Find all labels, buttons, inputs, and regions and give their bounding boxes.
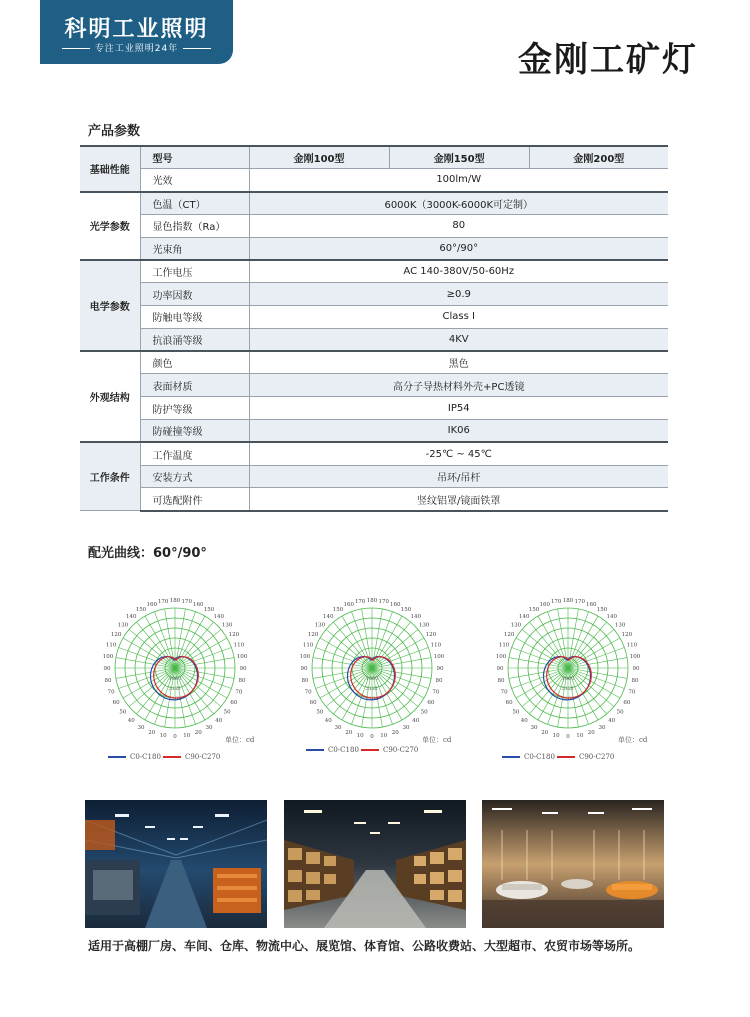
legend-swatch xyxy=(557,756,575,758)
angle-tick-label: 140 xyxy=(410,613,421,620)
angle-tick-label: 130 xyxy=(221,622,233,629)
brand-name: 科明工业照明 xyxy=(64,17,209,42)
angle-tick-label: 170 xyxy=(354,599,366,606)
legend-label: C0-C180 xyxy=(328,746,359,754)
curve-section-title: 配光曲线：60°/90° xyxy=(88,546,207,561)
param-value: 竖纹铝罩/镜面铁罩 xyxy=(249,488,668,511)
angle-tick-label: 170 xyxy=(181,599,193,606)
table-row xyxy=(80,374,668,397)
angle-tick-label: 150 xyxy=(332,607,344,614)
angle-tick-label: 60 xyxy=(112,700,120,706)
angle-tick-label: 40 xyxy=(127,718,135,725)
param-label: 安装方式 xyxy=(140,465,249,488)
angle-tick-label: 80 xyxy=(301,677,309,684)
angle-tick-label: 130 xyxy=(418,622,430,629)
angle-tick-label: 50 xyxy=(316,709,324,716)
angle-tick-label: 30 xyxy=(137,724,145,731)
angle-tick-label: 20 xyxy=(587,729,595,736)
table-row xyxy=(80,169,668,192)
param-value: 高分子导热材料外壳+PC透镜 xyxy=(249,374,668,397)
angle-tick-label: 70 xyxy=(304,689,312,696)
angle-tick-label: 120 xyxy=(503,632,515,638)
param-value: -25℃ ~ 45℃ xyxy=(249,442,668,465)
unit-label: 单位：cd xyxy=(618,736,648,744)
angle-tick-label: 170 xyxy=(157,599,169,606)
unit-label: 单位：cd xyxy=(225,736,255,744)
param-value: 6000K（3000K-6000K可定制） xyxy=(249,192,668,215)
angle-tick-label: 120 xyxy=(228,632,240,638)
angle-tick-label: 130 xyxy=(314,622,326,629)
angle-tick-label: 50 xyxy=(223,709,231,716)
legend-c90 xyxy=(163,753,220,761)
angle-tick-label: 70 xyxy=(628,689,636,696)
legend-swatch xyxy=(502,756,520,758)
intensity-label: 3182 xyxy=(561,696,575,702)
table-row xyxy=(80,465,668,488)
intensity-label: 2121 xyxy=(365,686,379,692)
table-row xyxy=(80,351,668,374)
brand-tagline: 专注工业照明24年 xyxy=(40,41,233,54)
angle-tick-label: 60 xyxy=(427,700,435,706)
angle-tick-label: 120 xyxy=(110,632,122,638)
table-row xyxy=(80,306,668,329)
angle-tick-label: 160 xyxy=(586,602,597,609)
legend-label: C90-C270 xyxy=(383,746,419,754)
spec-section-title: 产品参数 xyxy=(88,124,141,139)
legend-c0 xyxy=(502,753,555,761)
angle-tick-label: 120 xyxy=(425,632,437,638)
angle-tick-label: 160 xyxy=(193,602,204,609)
angle-tick-label: 140 xyxy=(126,613,137,620)
legend-swatch xyxy=(361,749,379,751)
angle-tick-label: 80 xyxy=(631,677,639,684)
param-label: 颜色 xyxy=(140,351,249,374)
param-label: 光束角 xyxy=(140,237,249,260)
angle-tick-label: 50 xyxy=(616,709,624,716)
param-label: 光效 xyxy=(140,169,249,192)
angle-tick-label: 30 xyxy=(598,724,606,731)
angle-tick-label: 150 xyxy=(203,607,215,614)
legend-label: C90-C270 xyxy=(579,753,615,761)
angle-tick-label: 170 xyxy=(378,599,390,606)
legend-label: C0-C180 xyxy=(524,753,555,761)
angle-tick-label: 150 xyxy=(135,607,147,614)
angle-tick-label: 110 xyxy=(626,642,638,649)
angle-tick-label: 0 xyxy=(173,734,177,740)
angle-tick-label: 50 xyxy=(119,709,127,716)
polar-chart xyxy=(488,590,648,740)
angle-tick-label: 90 xyxy=(436,666,444,672)
legend-c0 xyxy=(108,753,161,761)
angle-tick-label: 20 xyxy=(194,729,202,736)
angle-tick-label: 160 xyxy=(343,602,354,609)
polar-chart xyxy=(95,590,255,740)
intensity-label: 1060 xyxy=(365,676,379,682)
angle-tick-label: 60 xyxy=(309,700,317,706)
angle-tick-label: 180 xyxy=(169,598,181,604)
angle-tick-label: 30 xyxy=(402,724,410,731)
angle-tick-label: 130 xyxy=(614,622,626,629)
angle-tick-label: 90 xyxy=(300,666,308,672)
param-value: Class I xyxy=(249,306,668,329)
param-label: 型号 xyxy=(140,146,249,169)
param-value: 100lm/W xyxy=(249,169,668,192)
group-basic: 基础性能 xyxy=(80,146,140,192)
angle-tick-label: 20 xyxy=(541,729,549,736)
brand-logo xyxy=(40,0,233,64)
angle-tick-label: 50 xyxy=(420,709,428,716)
angle-tick-label: 30 xyxy=(530,724,538,731)
angle-tick-label: 90 xyxy=(239,666,247,672)
table-row xyxy=(80,192,668,215)
legend-swatch xyxy=(163,756,181,758)
angle-tick-label: 160 xyxy=(146,602,157,609)
angle-tick-label: 180 xyxy=(562,598,574,604)
angle-tick-label: 100 xyxy=(433,654,445,661)
angle-tick-label: 100 xyxy=(236,654,248,661)
angle-tick-label: 40 xyxy=(215,718,223,725)
angle-tick-label: 140 xyxy=(606,613,617,620)
intensity-label: 3182 xyxy=(365,696,379,702)
angle-tick-label: 180 xyxy=(366,598,378,604)
param-label: 工作温度 xyxy=(140,442,249,465)
angle-tick-label: 60 xyxy=(505,700,513,706)
angle-tick-label: 120 xyxy=(307,632,319,638)
angle-tick-label: 100 xyxy=(102,654,114,661)
angle-tick-label: 0 xyxy=(566,734,570,740)
angle-tick-label: 80 xyxy=(435,677,443,684)
legend-c0 xyxy=(306,746,359,754)
param-value: 4KV xyxy=(249,328,668,351)
angle-tick-label: 170 xyxy=(550,599,562,606)
angle-tick-label: 10 xyxy=(380,732,388,739)
param-value: 80 xyxy=(249,214,668,237)
param-value: AC 140-380V/50-60Hz xyxy=(249,260,668,283)
angle-tick-label: 20 xyxy=(345,729,353,736)
intensity-label: 2121 xyxy=(168,686,182,692)
angle-tick-label: 100 xyxy=(495,654,507,661)
table-row xyxy=(80,328,668,351)
angle-tick-label: 130 xyxy=(117,622,129,629)
angle-tick-label: 130 xyxy=(510,622,522,629)
angle-tick-label: 80 xyxy=(497,677,505,684)
angle-tick-label: 60 xyxy=(230,700,238,706)
intensity-label: 2121 xyxy=(561,686,575,692)
param-label: 显色指数（Ra） xyxy=(140,214,249,237)
param-value: 黑色 xyxy=(249,351,668,374)
angle-tick-label: 40 xyxy=(520,718,528,725)
param-label: 功率因数 xyxy=(140,283,249,306)
group-structure: 外观结构 xyxy=(80,351,140,442)
angle-tick-label: 40 xyxy=(412,718,420,725)
legend-label: C90-C270 xyxy=(185,753,221,761)
param-value: IK06 xyxy=(249,420,668,443)
angle-tick-label: 80 xyxy=(238,677,246,684)
param-label: 可选配附件 xyxy=(140,488,249,511)
angle-tick-label: 10 xyxy=(183,732,191,739)
group-conditions: 工作条件 xyxy=(80,442,140,510)
param-value: 60°/90° xyxy=(249,237,668,260)
angle-tick-label: 110 xyxy=(105,642,117,649)
angle-tick-label: 140 xyxy=(213,613,224,620)
table-row xyxy=(80,260,668,283)
angle-tick-label: 150 xyxy=(596,607,608,614)
angle-tick-label: 170 xyxy=(574,599,586,606)
angle-tick-label: 20 xyxy=(391,729,399,736)
factory-photo xyxy=(85,800,267,928)
table-row xyxy=(80,397,668,420)
angle-tick-label: 90 xyxy=(496,666,504,672)
angle-tick-label: 110 xyxy=(233,642,245,649)
param-label: 工作电压 xyxy=(140,260,249,283)
showroom-photo xyxy=(482,800,664,928)
angle-tick-label: 110 xyxy=(430,642,442,649)
angle-tick-label: 70 xyxy=(235,689,243,696)
angle-tick-label: 70 xyxy=(432,689,440,696)
intensity-label: 1060 xyxy=(561,676,575,682)
angle-tick-label: 70 xyxy=(500,689,508,696)
angle-tick-label: 90 xyxy=(632,666,640,672)
table-row xyxy=(80,488,668,511)
angle-tick-label: 100 xyxy=(299,654,311,661)
angle-tick-label: 160 xyxy=(390,602,401,609)
angle-tick-label: 150 xyxy=(400,607,412,614)
angle-tick-label: 10 xyxy=(159,732,167,739)
warehouse-photo xyxy=(284,800,466,928)
product-title: 金刚工矿灯 xyxy=(518,40,698,80)
legend-swatch xyxy=(306,749,324,751)
angle-tick-label: 10 xyxy=(356,732,364,739)
table-row xyxy=(80,283,668,306)
param-label: 表面材质 xyxy=(140,374,249,397)
angle-tick-label: 10 xyxy=(552,732,560,739)
param-value: ≥0.9 xyxy=(249,283,668,306)
table-row xyxy=(80,146,668,169)
param-label: 抗浪涌等级 xyxy=(140,328,249,351)
angle-tick-label: 40 xyxy=(324,718,332,725)
angle-tick-label: 50 xyxy=(512,709,520,716)
table-row xyxy=(80,237,668,260)
angle-tick-label: 150 xyxy=(528,607,540,614)
legend-c90 xyxy=(557,753,614,761)
unit-label: 单位：cd xyxy=(422,736,452,744)
angle-tick-label: 140 xyxy=(323,613,334,620)
angle-tick-label: 160 xyxy=(539,602,550,609)
angle-tick-label: 70 xyxy=(107,689,115,696)
legend-c90 xyxy=(361,746,418,754)
angle-tick-label: 20 xyxy=(148,729,156,736)
spec-table xyxy=(80,145,668,512)
angle-tick-label: 90 xyxy=(103,666,111,672)
table-row xyxy=(80,442,668,465)
angle-tick-label: 10 xyxy=(576,732,584,739)
intensity-label: 3182 xyxy=(168,696,182,702)
table-row xyxy=(80,214,668,237)
angle-tick-label: 30 xyxy=(205,724,213,731)
intensity-label: 1060 xyxy=(168,676,182,682)
applications-text: 适用于高棚厂房、车间、仓库、物流中心、展览馆、体育馆、公路收费站、大型超市、农贸市场等场所。 xyxy=(88,939,641,953)
polar-chart xyxy=(292,590,452,740)
param-value: 吊环/吊杆 xyxy=(249,465,668,488)
angle-tick-label: 40 xyxy=(608,718,616,725)
param-label: 防护等级 xyxy=(140,397,249,420)
group-optical: 光学参数 xyxy=(80,192,140,260)
angle-tick-label: 110 xyxy=(498,642,510,649)
angle-tick-label: 140 xyxy=(519,613,530,620)
model-header: 金刚150型 xyxy=(389,146,529,169)
angle-tick-label: 100 xyxy=(629,654,641,661)
param-label: 防碰撞等级 xyxy=(140,420,249,443)
angle-tick-label: 110 xyxy=(302,642,314,649)
model-header: 金刚200型 xyxy=(529,146,668,169)
group-electrical: 电学参数 xyxy=(80,260,140,351)
model-header: 金刚100型 xyxy=(249,146,389,169)
angle-tick-label: 120 xyxy=(621,632,633,638)
param-value: IP54 xyxy=(249,397,668,420)
angle-tick-label: 30 xyxy=(334,724,342,731)
legend-label: C0-C180 xyxy=(130,753,161,761)
table-row xyxy=(80,420,668,443)
param-label: 色温（CT） xyxy=(140,192,249,215)
param-label: 防触电等级 xyxy=(140,306,249,329)
legend-swatch xyxy=(108,756,126,758)
angle-tick-label: 60 xyxy=(623,700,631,706)
angle-tick-label: 80 xyxy=(104,677,112,684)
angle-tick-label: 0 xyxy=(370,734,374,740)
